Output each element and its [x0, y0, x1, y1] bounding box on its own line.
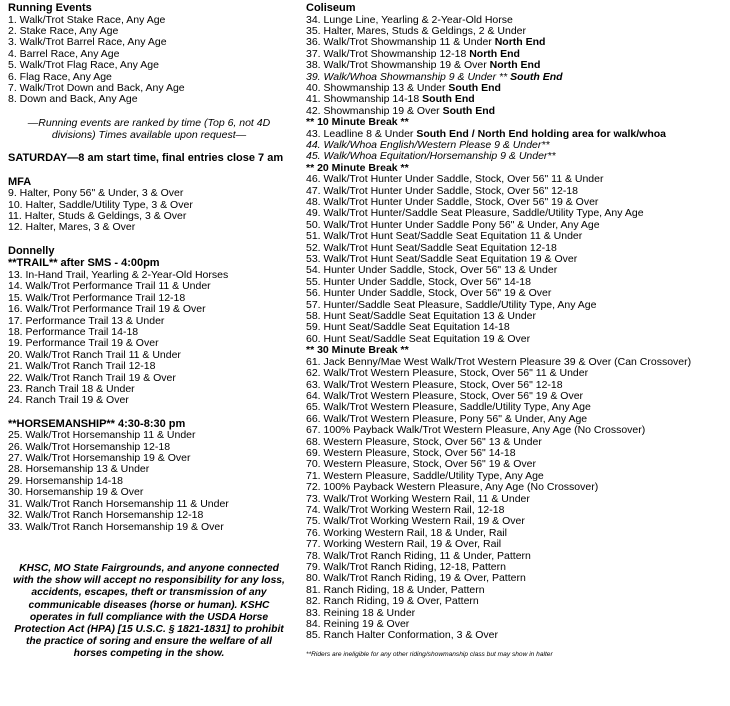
trail-class-item: 20. Walk/Trot Ranch Trail 11 & Under — [8, 348, 181, 361]
class-text: 37. Walk/Trot Showmanship 12-18 — [306, 47, 470, 60]
class-text: 58. Hunt Seat/Saddle Seat Equitation 13 & Under — [306, 310, 536, 323]
class-text: 51. Walk/Trot Hunt Seat/Saddle Seat Equitation 11 & Under — [306, 230, 583, 243]
donnelly-title: Donnelly — [8, 244, 55, 257]
class-text: 66. Walk/Trot Western Pleasure, Pony 56" & Under, Any Age — [306, 412, 588, 425]
coliseum-title: Coliseum — [306, 2, 356, 14]
class-text: 61. Jack Benny/Mae West Walk/Trot Western Pleasure 39 & Over (Can Crossover) — [306, 355, 692, 368]
class-text: 76. Working Western Rail, 18 & Under, Rail — [306, 526, 507, 539]
class-text: 79. Walk/Trot Ranch Riding, 12-18, Pattern — [306, 561, 506, 573]
class-text: 47. Walk/Trot Hunter Under Saddle, Stock, Over 56" 12-18 — [306, 184, 578, 197]
horsemanship-class-item: 26. Walk/Trot Horsemanship 12-18 — [8, 440, 171, 453]
horsemanship-class-item: 28. Horsemanship 13 & Under — [8, 463, 150, 476]
class-text: 60. Hunt Seat/Saddle Seat Equitation 19 & Over — [306, 332, 531, 345]
mfa-class-item: 10. Halter, Saddle/Utility Type, 3 & Over — [8, 198, 193, 211]
running-event-item: 5. Walk/Trot Flag Race, Any Age — [8, 59, 159, 72]
trail-header: **TRAIL** after SMS - 4:00pm — [8, 257, 160, 270]
class-text: 70. Western Pleasure, Stock, Over 56" 19 & Over — [306, 458, 536, 471]
class-text: 67. 100% Payback Walk/Trot Western Pleasure, Any Age (No Crossover) — [306, 424, 646, 437]
riders-footnote: **Riders are ineligible for any other riding/showmanship class but may show in halter — [306, 650, 553, 658]
horsemanship-list — [8, 430, 290, 533]
class-text: 40. Showmanship 13 & Under — [306, 81, 449, 94]
arena-location: North End — [494, 36, 546, 49]
mfa-class-item: 11. Halter, Studs & Geldings, 3 & Over — [8, 210, 187, 223]
mfa-class-item: 9. Halter, Pony 56" & Under, 3 & Over — [8, 187, 184, 200]
class-text: 64. Walk/Trot Western Pleasure, Stock, Over 56" 19 & Over — [306, 389, 584, 402]
class-text: 48. Walk/Trot Hunter Under Saddle, Stock, Over 56" 19 & Over — [306, 196, 599, 208]
class-text: 85. Ranch Halter Conformation, 3 & Over — [306, 629, 499, 642]
horsemanship-class-item: 33. Walk/Trot Ranch Horsemanship 19 & Over — [8, 520, 224, 533]
class-text: 49. Walk/Trot Hunter/Saddle Seat Pleasure, Saddle/Utility Type, Any Age — [306, 207, 644, 220]
class-text: 38. Walk/Trot Showmanship 19 & Over — [306, 59, 490, 72]
class-text: ** 20 Minute Break ** — [306, 161, 409, 174]
mfa-list — [8, 188, 290, 234]
trail-list — [8, 270, 290, 407]
left-column — [8, 2, 290, 661]
arena-location: South End — [422, 93, 475, 106]
running-event-item: 2. Stake Race, Any Age — [8, 24, 119, 37]
trail-class-item: 22. Walk/Trot Ranch Trail 19 & Over — [8, 371, 176, 384]
class-text: 55. Hunter Under Saddle, Stock, Over 56" 14-18 — [306, 275, 531, 288]
class-text: 41. Showmanship 14-18 — [306, 93, 423, 106]
class-text: 39. Walk/Whoa Showmanship 9 & Under ** — [306, 70, 511, 83]
mfa-class-item: 12. Halter, Mares, 3 & Over — [8, 221, 136, 234]
class-text: 83. Reining 18 & Under — [306, 606, 416, 619]
running-events-list — [8, 15, 290, 106]
running-event-item: 1. Walk/Trot Stake Race, Any Age — [8, 13, 166, 26]
horsemanship-class-item: 29. Horsemanship 14-18 — [8, 474, 123, 487]
running-event-item: 6. Flag Race, Any Age — [8, 70, 112, 83]
running-event-item: 7. Walk/Trot Down and Back, Any Age — [8, 81, 185, 94]
class-text: 42. Showmanship 19 & Over — [306, 104, 443, 117]
class-text: 81. Ranch Riding, 18 & Under, Pattern — [306, 583, 485, 596]
class-text: 56. Hunter Under Saddle, Stock, Over 56" 19 & Over — [306, 287, 552, 300]
coliseum-list — [306, 15, 726, 642]
class-text: 43. Leadline 8 & Under — [306, 127, 417, 140]
class-text: ** 30 Minute Break ** — [306, 344, 409, 357]
class-text: 77. Working Western Rail, 19 & Over, Rail — [306, 538, 502, 551]
class-text: 34. Lunge Line, Yearling & 2-Year-Old Horse — [306, 13, 513, 26]
trail-class-item: 16. Walk/Trot Performance Trail 19 & Over — [8, 303, 206, 316]
class-text: 35. Halter, Mares, Studs & Geldings, 2 & Under — [306, 24, 527, 37]
trail-class-item: 13. In-Hand Trail, Yearling & 2-Year-Old Horses — [8, 268, 229, 281]
class-text: 45. Walk/Whoa Equitation/Horsemanship 9 & Under** — [306, 150, 556, 163]
trail-class-item: 19. Performance Trail 19 & Over — [8, 337, 159, 350]
trail-class-item: 15. Walk/Trot Performance Trail 12-18 — [8, 291, 186, 304]
trail-class-item: 23. Ranch Trail 18 & Under — [8, 382, 135, 395]
trail-class-item: 17. Performance Trail 13 & Under — [8, 314, 165, 327]
class-text: 53. Walk/Trot Hunt Seat/Saddle Seat Equitation 19 & Over — [306, 253, 578, 266]
running-event-item: 8. Down and Back, Any Age — [8, 93, 138, 106]
class-text: 54. Hunter Under Saddle, Stock, Over 56" 13 & Under — [306, 264, 558, 277]
saturday-schedule: SATURDAY—8 am start time, final entries close 7 am — [8, 151, 284, 164]
horsemanship-class-item: 25. Walk/Trot Horsemanship 11 & Under — [8, 429, 196, 442]
running-event-item: 3. Walk/Trot Barrel Race, Any Age — [8, 36, 167, 49]
class-text: 59. Hunt Seat/Saddle Seat Equitation 14-18 — [306, 321, 510, 334]
class-text: 80. Walk/Trot Ranch Riding, 19 & Over, Pattern — [306, 572, 526, 585]
trail-class-item: 21. Walk/Trot Ranch Trail 12-18 — [8, 360, 156, 373]
horsemanship-class-item: 27. Walk/Trot Horsemanship 19 & Over — [8, 452, 191, 465]
right-column — [306, 2, 726, 659]
arena-location: South End — [510, 70, 563, 83]
trail-class-item: 18. Performance Trail 14-18 — [8, 325, 139, 338]
class-text: 71. Western Pleasure, Saddle/Utility Type, Any Age — [306, 469, 544, 482]
class-text: 46. Walk/Trot Hunter Under Saddle, Stock, Over 56" 11 & Under — [306, 173, 604, 186]
class-text: 72. 100% Payback Western Pleasure, Any Age (No Crossover) — [306, 481, 599, 494]
horsemanship-header: **HORSEMANSHIP** 4:30-8:30 pm — [8, 417, 186, 430]
class-text: 74. Walk/Trot Working Western Rail, 12-18 — [306, 503, 505, 516]
trail-class-item: 14. Walk/Trot Performance Trail 11 & Under — [8, 280, 211, 293]
class-text: 73. Walk/Trot Working Western Rail, 11 & Under — [306, 492, 530, 505]
horsemanship-class-item: 30. Horsemanship 19 & Over — [8, 486, 144, 499]
horsemanship-class-item: 32. Walk/Trot Ranch Horsemanship 12-18 — [8, 509, 204, 522]
arena-location: South End — [442, 104, 496, 117]
class-text: 36. Walk/Trot Showmanship 11 & Under — [306, 36, 495, 49]
mfa-title: MFA — [8, 175, 32, 188]
liability-disclaimer: KHSC, MO State Fairgrounds, and anyone connected with the show will accept no responsibility for any loss, accidents, escapes, theft or transmission of any communicable diseases (horse or human). KSHC operates in full compliance with the USDA Horse Protection Act (HPA) [15 U.S.C. § 1821-1831] to prohibit the practice of soring and ensure the welfare of all horses competing in the show. — [13, 562, 285, 660]
class-text: 82. Ranch Riding, 19 & Over, Pattern — [306, 595, 479, 608]
class-text: 63. Walk/Trot Western Pleasure, Stock, Over 56" 12-18 — [306, 378, 563, 391]
arena-location: South End — [448, 81, 501, 94]
arena-location: North End — [489, 59, 541, 72]
arena-location: North End — [469, 47, 520, 60]
class-text: 52. Walk/Trot Hunt Seat/Saddle Seat Equitation 12-18 — [306, 241, 557, 254]
class-text: 62. Walk/Trot Western Pleasure, Stock, Over 56" 11 & Under — [306, 367, 589, 380]
class-text: 65. Walk/Trot Western Pleasure, Saddle/Utility Type, Any Age — [306, 401, 591, 414]
class-text: 69. Western Pleasure, Stock, Over 56" 14-18 — [306, 446, 516, 459]
class-text: 68. Western Pleasure, Stock, Over 56" 13 & Under — [306, 435, 542, 448]
class-text: 44. Walk/Whoa English/Western Please 9 & Under** — [306, 138, 550, 151]
class-text: 78. Walk/Trot Ranch Riding, 11 & Under, Pattern — [306, 549, 531, 562]
class-text: ** 10 Minute Break ** — [306, 116, 409, 129]
running-events-note: —Running events are ranked by time (Top 6, not 4D divisions) Times available upon request— — [27, 116, 271, 141]
arena-location: South End / North End holding area for walk/whoa — [416, 127, 667, 140]
class-text: 50. Walk/Trot Hunter Under Saddle Pony 56" & Under, Any Age — [306, 218, 600, 231]
horsemanship-class-item: 31. Walk/Trot Ranch Horsemanship 11 & Under — [8, 497, 229, 510]
class-text: 75. Walk/Trot Working Western Rail, 19 & Over — [306, 515, 525, 528]
trail-class-item: 24. Ranch Trail 19 & Over — [8, 394, 129, 407]
coliseum-class-item — [306, 630, 726, 641]
running-events-title: Running Events — [8, 2, 92, 14]
class-text: 57. Hunter/Saddle Seat Pleasure, Saddle/Utility Type, Any Age — [306, 298, 597, 311]
class-text: 84. Reining 19 & Over — [306, 618, 410, 631]
running-event-item: 4. Barrel Race, Any Age — [8, 47, 120, 60]
